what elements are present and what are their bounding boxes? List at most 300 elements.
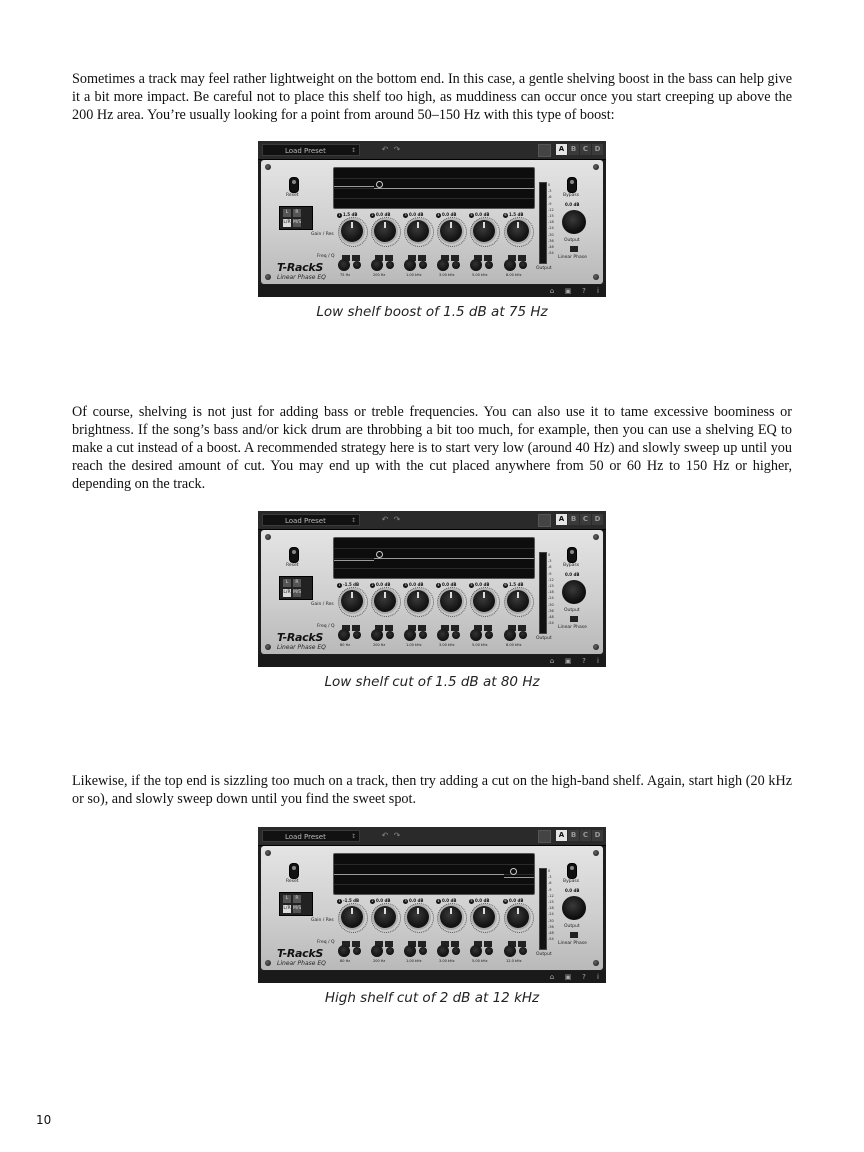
- band-gain-value: 1.5 dB: [343, 212, 358, 217]
- redo-icon[interactable]: ↷: [393, 831, 401, 840]
- copy-icon[interactable]: [538, 830, 551, 843]
- plugin-bottom-bar: [258, 655, 606, 667]
- meter-tick-label: -6: [548, 195, 552, 200]
- band-filter-buttons[interactable]: [375, 932, 395, 938]
- band-freq-knob[interactable]: [371, 629, 383, 641]
- band-freq-value: 200 Hz: [373, 959, 386, 963]
- figure-caption: Low shelf cut of 1.5 dB at 80 Hz: [324, 674, 540, 690]
- eq-plugin-screenshot-high-shelf-cut: [258, 827, 606, 983]
- band-number-badge: 3: [404, 899, 407, 903]
- meter-tick-label: -36: [548, 238, 554, 243]
- meter-output-label: Output: [536, 636, 552, 641]
- copy-icon[interactable]: [538, 514, 551, 527]
- band-gain-value: 0.0 dB: [376, 582, 391, 587]
- band-filter-buttons[interactable]: [342, 932, 362, 938]
- band-number-badge: 4: [437, 213, 440, 217]
- meter-tick-label: -54: [548, 251, 554, 256]
- band-gain-value: 0.0 dB: [409, 582, 424, 587]
- meter-tick-label: -15: [548, 900, 554, 905]
- band-freq-value: 12.0 kHz: [506, 959, 522, 963]
- output-gain-knob[interactable]: [562, 896, 586, 920]
- band-number-badge: 1: [338, 213, 341, 217]
- figure-caption: High shelf cut of 2 dB at 12 kHz: [324, 990, 540, 1006]
- snapshot-b-button[interactable]: B: [568, 144, 579, 155]
- band-node-icon[interactable]: [376, 181, 383, 188]
- band-gain-value: 0.0 dB: [442, 212, 457, 217]
- band-freq-value: 5.00 kHz: [472, 273, 488, 277]
- undo-icon[interactable]: ↶: [381, 145, 389, 154]
- reset-label: Reset: [286, 563, 299, 568]
- band-filter-buttons[interactable]: [474, 616, 494, 622]
- plugin-toolbar: [258, 511, 606, 530]
- freq-q-label: Freq / Q: [317, 940, 335, 945]
- freq-q-label: Freq / Q: [317, 254, 335, 259]
- band-q-knob[interactable]: [519, 261, 527, 269]
- reset-toggle[interactable]: [289, 547, 299, 563]
- meter-tick-label: -9: [548, 201, 552, 206]
- meter-scale-labels: [548, 552, 558, 626]
- cart-icon[interactable]: ⌂: [549, 973, 555, 981]
- meter-tick-label: -12: [548, 577, 554, 582]
- band-freq-value: 8.00 kHz: [506, 273, 522, 277]
- band-filter-buttons[interactable]: [342, 246, 362, 252]
- band-gain-knob[interactable]: [374, 906, 396, 928]
- meter-tick-label: -18: [548, 906, 554, 911]
- page-number: 10: [36, 1113, 52, 1127]
- product-name: Linear Phase EQ: [277, 644, 326, 651]
- meter-tick-label: -15: [548, 214, 554, 219]
- meter-scale-labels: [548, 868, 558, 942]
- meter-tick-label: -24: [548, 226, 554, 231]
- plugin-toolbar: [258, 141, 606, 160]
- load-preset-dropdown[interactable]: [262, 514, 360, 526]
- mode-r-button[interactable]: R: [293, 895, 301, 903]
- band-q-knob[interactable]: [419, 631, 427, 639]
- band-number-badge: 5: [470, 583, 473, 587]
- band-freq-knob[interactable]: [437, 259, 449, 271]
- chevron-updown-icon: ↕: [350, 147, 356, 154]
- band-gain-knob[interactable]: [440, 590, 462, 612]
- meter-output-label: Output: [536, 952, 552, 957]
- meter-tick-label: 0: [548, 553, 551, 557]
- band-q-knob[interactable]: [386, 947, 394, 955]
- screw-icon: [593, 274, 599, 280]
- meter-tick-label: -36: [548, 924, 554, 929]
- band-number-badge: 5: [470, 899, 473, 903]
- plugin-toolbar: [258, 827, 606, 846]
- meter-tick-label: -48: [548, 245, 554, 250]
- meter-tick-label: -6: [548, 881, 552, 886]
- output-gain-value: 0.0 dB: [565, 202, 580, 207]
- reset-toggle[interactable]: [289, 177, 299, 193]
- paragraph-high-shelf: Likewise, if the top end is sizzling too much on a track, then try adding a cut on the high-band shelf. Again, start high (20 kHz or so), and slowly sweep down until you find the sweet spot.: [72, 773, 792, 807]
- plugin-bottom-bar: [258, 285, 606, 297]
- band-gain-value: 0.0 dB: [442, 582, 457, 587]
- band-filter-buttons[interactable]: [474, 246, 494, 252]
- band-gain-knob[interactable]: [507, 590, 529, 612]
- preset-label: Load Preset: [285, 833, 326, 841]
- band-filter-buttons[interactable]: [441, 246, 461, 252]
- help-icon[interactable]: ?: [582, 287, 586, 295]
- band-filter-buttons[interactable]: [375, 616, 395, 622]
- mode-l-button[interactable]: L: [283, 579, 291, 587]
- cart-icon[interactable]: ⌂: [549, 657, 555, 665]
- band-number-badge: 6: [504, 583, 507, 587]
- meter-tick-label: -18: [548, 590, 554, 595]
- band-filter-buttons[interactable]: [441, 616, 461, 622]
- screw-icon: [593, 164, 599, 170]
- snapshot-b-button[interactable]: B: [568, 830, 579, 841]
- screw-icon: [593, 960, 599, 966]
- info-icon[interactable]: i: [597, 657, 599, 665]
- meter-tick-label: -15: [548, 584, 554, 589]
- output-level-meter: [539, 868, 547, 950]
- screw-icon: [265, 644, 271, 650]
- output-label: Output: [564, 608, 580, 613]
- band-freq-value: 200 Hz: [373, 273, 386, 277]
- meter-tick-label: -3: [548, 559, 552, 564]
- meter-tick-label: -12: [548, 207, 554, 212]
- band-filter-buttons[interactable]: [508, 246, 528, 252]
- band-gain-knob[interactable]: [374, 590, 396, 612]
- band-q-knob[interactable]: [353, 261, 361, 269]
- band-freq-knob[interactable]: [470, 945, 482, 957]
- band-freq-value: 8.00 kHz: [506, 643, 522, 647]
- band-number-badge: 1: [338, 899, 341, 903]
- band-gain-value: -1.5 dB: [343, 898, 360, 903]
- brand-logo: T-RackS: [277, 631, 324, 644]
- gain-res-label: Gain / Res: [311, 232, 334, 237]
- info-icon[interactable]: i: [597, 973, 599, 981]
- band-freq-knob[interactable]: [404, 629, 416, 641]
- snapshot-d-button[interactable]: D: [592, 830, 603, 841]
- linear-phase-label: Linear Phase: [558, 625, 587, 630]
- band-number-badge: 3: [404, 583, 407, 587]
- screw-icon: [265, 960, 271, 966]
- band-q-knob[interactable]: [386, 261, 394, 269]
- band-gain-knob[interactable]: [507, 220, 529, 242]
- paragraph-intro: Sometimes a track may feel rather lightweight on the bottom end. In this case, a gentle shelving boost in the bass can help give it a bit more impact. Be careful not to place this shelf too high, as muddiness can occur once you start creeping up above the 200 Hz area. You’re usually looking for a point from around 50–150 Hz with this type of boost:: [72, 71, 792, 123]
- screw-icon: [593, 644, 599, 650]
- mode-lr-button[interactable]: L/R: [283, 220, 291, 225]
- band-freq-value: 200 Hz: [373, 643, 386, 647]
- lock-icon[interactable]: ▣: [564, 973, 572, 981]
- undo-icon[interactable]: ↶: [381, 831, 389, 840]
- band-freq-knob[interactable]: [404, 945, 416, 957]
- help-icon[interactable]: ?: [582, 973, 586, 981]
- band-gain-value: 0.0 dB: [376, 898, 391, 903]
- plugin-bottom-bar: [258, 971, 606, 983]
- meter-tick-label: -30: [548, 232, 554, 237]
- meter-tick-label: -30: [548, 602, 554, 607]
- eq-curve: [374, 188, 534, 189]
- reset-label: Reset: [286, 193, 299, 198]
- band-gain-knob[interactable]: [374, 220, 396, 242]
- band-number-badge: 2: [371, 213, 374, 217]
- eq-curve: [504, 877, 534, 878]
- cart-icon[interactable]: ⌂: [549, 287, 555, 295]
- preset-label: Load Preset: [285, 147, 326, 155]
- band-number-badge: 5: [470, 213, 473, 217]
- bypass-toggle[interactable]: [567, 547, 577, 563]
- linear-phase-button[interactable]: [570, 246, 578, 252]
- snapshot-c-button[interactable]: C: [580, 830, 591, 841]
- band-freq-value: 80 Hz: [340, 959, 351, 963]
- lock-icon[interactable]: ▣: [564, 657, 572, 665]
- screw-icon: [593, 850, 599, 856]
- linear-phase-button[interactable]: [570, 616, 578, 622]
- eq-curve: [334, 874, 504, 875]
- band-q-knob[interactable]: [519, 631, 527, 639]
- band-gain-knob[interactable]: [440, 906, 462, 928]
- band-gain-knob[interactable]: [473, 906, 495, 928]
- redo-icon[interactable]: ↷: [393, 145, 401, 154]
- eq-curve-display: [333, 853, 535, 895]
- reset-label: Reset: [286, 879, 299, 884]
- bypass-label: Bypass: [563, 879, 580, 884]
- band-q-knob[interactable]: [386, 631, 394, 639]
- screw-icon: [265, 274, 271, 280]
- linear-phase-label: Linear Phase: [558, 941, 587, 946]
- chevron-updown-icon: ↕: [350, 517, 356, 524]
- preset-label: Load Preset: [285, 517, 326, 525]
- band-filter-buttons[interactable]: [408, 616, 428, 622]
- band-q-knob[interactable]: [452, 261, 460, 269]
- load-preset-dropdown[interactable]: [262, 144, 360, 156]
- band-freq-knob[interactable]: [470, 629, 482, 641]
- band-freq-value: 80 Hz: [340, 643, 351, 647]
- band-gain-knob[interactable]: [341, 906, 363, 928]
- redo-icon[interactable]: ↷: [393, 515, 401, 524]
- band-q-knob[interactable]: [485, 631, 493, 639]
- band-gain-value: 0.0 dB: [409, 212, 424, 217]
- linear-phase-button[interactable]: [570, 932, 578, 938]
- meter-tick-label: 0: [548, 869, 551, 873]
- mode-ms-button[interactable]: M/S: [293, 220, 302, 225]
- band-freq-value: 1.00 kHz: [406, 643, 422, 647]
- band-filter-buttons[interactable]: [408, 246, 428, 252]
- output-gain-knob[interactable]: [562, 580, 586, 604]
- grid-line: [334, 864, 534, 865]
- mode-lr-button[interactable]: L/R: [283, 590, 291, 595]
- channel-mode-panel: [279, 206, 313, 230]
- bypass-label: Bypass: [563, 193, 580, 198]
- band-gain-value: 0.0 dB: [475, 212, 490, 217]
- band-freq-knob[interactable]: [437, 945, 449, 957]
- meter-output-label: Output: [536, 266, 552, 271]
- meter-tick-label: -12: [548, 893, 554, 898]
- band-filter-buttons[interactable]: [508, 932, 528, 938]
- band-number-badge: 1: [338, 583, 341, 587]
- band-q-knob[interactable]: [419, 947, 427, 955]
- meter-tick-label: -9: [548, 887, 552, 892]
- band-filter-buttons[interactable]: [508, 616, 528, 622]
- snapshot-d-button[interactable]: D: [592, 514, 603, 525]
- band-q-knob[interactable]: [452, 631, 460, 639]
- snapshot-a-button[interactable]: A: [556, 514, 567, 525]
- lock-icon[interactable]: ▣: [564, 287, 572, 295]
- meter-tick-label: -48: [548, 931, 554, 936]
- band-freq-knob[interactable]: [371, 945, 383, 957]
- eq-faceplate: [261, 846, 603, 970]
- band-gain-knob[interactable]: [440, 220, 462, 242]
- band-number-badge: 6: [504, 213, 507, 217]
- band-freq-knob[interactable]: [504, 945, 516, 957]
- eq-plugin-screenshot-low-shelf-cut: [258, 511, 606, 667]
- band-gain-knob[interactable]: [507, 906, 529, 928]
- meter-tick-label: -30: [548, 918, 554, 923]
- band-gain-knob[interactable]: [341, 220, 363, 242]
- band-q-knob[interactable]: [419, 261, 427, 269]
- paragraph-shelving-cut: Of course, shelving is not just for adding bass or treble frequencies. You can also use it to tame excessive boominess or brightness. If the song’s bass and/or kick drum are throbbing a bit too much, for example, then you can use a shelving EQ to make a cut instead of a boost. A recommended strategy here is to start very low (around 40 Hz) and slowly sweep up until you reach the desired amount of cut. You may end up with the cut placed anywhere from 50 or 60 Hz to 150 Hz or higher, depending on the track.: [72, 404, 792, 492]
- meter-tick-label: 0: [548, 183, 551, 187]
- band-q-knob[interactable]: [485, 261, 493, 269]
- band-node-icon[interactable]: [510, 868, 517, 875]
- band-freq-value: 3.00 kHz: [439, 643, 455, 647]
- band-freq-value: 75 Hz: [340, 273, 351, 277]
- band-q-knob[interactable]: [452, 947, 460, 955]
- band-freq-value: 3.00 kHz: [439, 959, 455, 963]
- band-number-badge: 6: [504, 899, 507, 903]
- meter-tick-label: -3: [548, 875, 552, 880]
- snapshot-c-button[interactable]: C: [580, 144, 591, 155]
- band-freq-knob[interactable]: [504, 629, 516, 641]
- output-label: Output: [564, 924, 580, 929]
- mode-ms-button[interactable]: M/S: [293, 590, 302, 595]
- band-filter-buttons[interactable]: [441, 932, 461, 938]
- band-gain-value: 0.0 dB: [376, 212, 391, 217]
- mode-lr-button[interactable]: L/R: [283, 906, 291, 911]
- channel-mode-panel: [279, 892, 313, 916]
- band-freq-knob[interactable]: [437, 629, 449, 641]
- band-gain-knob[interactable]: [407, 590, 429, 612]
- band-gain-value: 0.0 dB: [475, 582, 490, 587]
- eq-faceplate: [261, 530, 603, 654]
- meter-tick-label: -54: [548, 621, 554, 626]
- snapshot-a-button[interactable]: A: [556, 830, 567, 841]
- bypass-toggle[interactable]: [567, 177, 577, 193]
- copy-icon[interactable]: [538, 144, 551, 157]
- band-freq-value: 5.00 kHz: [472, 643, 488, 647]
- band-q-knob[interactable]: [353, 631, 361, 639]
- band-gain-value: 1.5 dB: [509, 212, 524, 217]
- band-freq-knob[interactable]: [371, 259, 383, 271]
- output-level-meter: [539, 182, 547, 264]
- band-freq-value: 5.00 kHz: [472, 959, 488, 963]
- band-number-badge: 4: [437, 583, 440, 587]
- load-preset-dropdown[interactable]: [262, 830, 360, 842]
- band-gain-knob[interactable]: [473, 220, 495, 242]
- band-gain-knob[interactable]: [473, 590, 495, 612]
- mode-ms-button[interactable]: M/S: [293, 906, 302, 911]
- band-freq-knob[interactable]: [338, 629, 350, 641]
- grid-line: [334, 548, 534, 549]
- output-gain-value: 0.0 dB: [565, 888, 580, 893]
- snapshot-c-button[interactable]: C: [580, 514, 591, 525]
- band-gain-value: 0.0 dB: [509, 898, 524, 903]
- meter-tick-label: -36: [548, 608, 554, 613]
- channel-mode-panel: [279, 576, 313, 600]
- band-freq-value: 1.00 kHz: [406, 959, 422, 963]
- band-gain-knob[interactable]: [341, 590, 363, 612]
- snapshot-b-button[interactable]: B: [568, 514, 579, 525]
- band-filter-buttons[interactable]: [342, 616, 362, 622]
- bypass-toggle[interactable]: [567, 863, 577, 879]
- band-filter-buttons[interactable]: [474, 932, 494, 938]
- band-freq-knob[interactable]: [470, 259, 482, 271]
- band-freq-knob[interactable]: [504, 259, 516, 271]
- brand-logo: T-RackS: [277, 947, 324, 960]
- gain-res-label: Gain / Res: [311, 918, 334, 923]
- meter-tick-label: -3: [548, 189, 552, 194]
- band-node-icon[interactable]: [376, 551, 383, 558]
- band-filter-buttons[interactable]: [375, 246, 395, 252]
- mode-l-button[interactable]: L: [283, 209, 291, 217]
- band-q-knob[interactable]: [485, 947, 493, 955]
- meter-tick-label: -54: [548, 937, 554, 942]
- output-label: Output: [564, 238, 580, 243]
- snapshot-a-button[interactable]: A: [556, 144, 567, 155]
- mode-l-button[interactable]: L: [283, 895, 291, 903]
- screw-icon: [265, 164, 271, 170]
- meter-tick-label: -24: [548, 912, 554, 917]
- meter-tick-label: -18: [548, 220, 554, 225]
- band-filter-buttons[interactable]: [408, 932, 428, 938]
- grid-line: [334, 884, 534, 885]
- band-number-badge: 3: [404, 213, 407, 217]
- figure-caption: Low shelf boost of 1.5 dB at 75 Hz: [316, 304, 548, 320]
- band-freq-knob[interactable]: [338, 945, 350, 957]
- bypass-label: Bypass: [563, 563, 580, 568]
- band-number-badge: 4: [437, 899, 440, 903]
- eq-curve: [334, 560, 374, 561]
- band-gain-value: 0.0 dB: [409, 898, 424, 903]
- eq-curve: [334, 186, 374, 187]
- band-gain-value: 1.5 dB: [509, 582, 524, 587]
- gain-res-label: Gain / Res: [311, 602, 334, 607]
- band-gain-value: -1.5 dB: [343, 582, 360, 587]
- band-gain-knob[interactable]: [407, 906, 429, 928]
- reset-toggle[interactable]: [289, 863, 299, 879]
- band-q-knob[interactable]: [353, 947, 361, 955]
- output-gain-knob[interactable]: [562, 210, 586, 234]
- band-q-knob[interactable]: [519, 947, 527, 955]
- snapshot-d-button[interactable]: D: [592, 144, 603, 155]
- band-number-badge: 2: [371, 583, 374, 587]
- mode-r-button[interactable]: R: [293, 209, 301, 217]
- linear-phase-label: Linear Phase: [558, 255, 587, 260]
- eq-curve-display: [333, 537, 535, 579]
- band-number-badge: 2: [371, 899, 374, 903]
- meter-tick-label: -24: [548, 596, 554, 601]
- band-gain-value: 0.0 dB: [442, 898, 457, 903]
- meter-tick-label: -48: [548, 615, 554, 620]
- output-gain-value: 0.0 dB: [565, 572, 580, 577]
- chevron-updown-icon: ↕: [350, 833, 356, 840]
- undo-icon[interactable]: ↶: [381, 515, 389, 524]
- screw-icon: [265, 850, 271, 856]
- mode-r-button[interactable]: R: [293, 579, 301, 587]
- band-freq-value: 3.00 kHz: [439, 273, 455, 277]
- eq-curve: [374, 558, 534, 559]
- band-freq-knob[interactable]: [338, 259, 350, 271]
- info-icon[interactable]: i: [597, 287, 599, 295]
- eq-faceplate: [261, 160, 603, 284]
- eq-curve-display: [333, 167, 535, 209]
- band-freq-knob[interactable]: [404, 259, 416, 271]
- band-gain-knob[interactable]: [407, 220, 429, 242]
- help-icon[interactable]: ?: [582, 657, 586, 665]
